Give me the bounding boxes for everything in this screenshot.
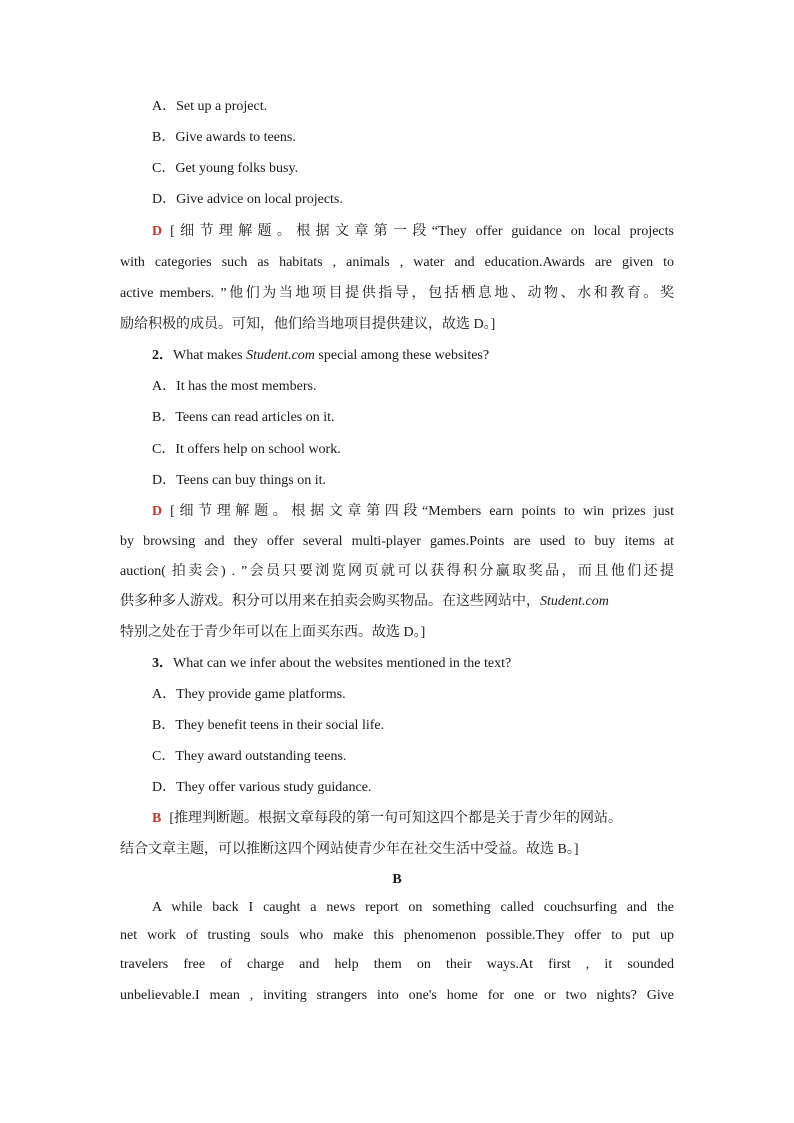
q2-explanation-line-5: 特别之处在于青少年可以在上面买东西。故选 D。]: [120, 625, 426, 640]
q2-answer-letter: D: [152, 504, 163, 519]
passage-b-line-1: A while back I caught a news report on something called couchsurfing and the: [152, 900, 674, 915]
q2-option-b: B．Teens can read articles on it.: [152, 410, 335, 425]
q2-explanation-line-1: D [细节理解题。根据文章第四段“Members earn points to win prizes just: [152, 504, 674, 519]
q2-option-c: C．It offers help on school work.: [152, 442, 341, 457]
q1-option-d: D．Give advice on local projects.: [152, 192, 343, 207]
q2-explanation-line-2: by browsing and they offer several multi-player games.Points are used to buy items at: [120, 534, 674, 549]
passage-b-line-4: unbelievable.I mean , inviting strangers into one's home for one or two nights? Give: [120, 988, 674, 1003]
passage-b-line-2: net work of trusting souls who make this phenomenon possible.They offer to put up: [120, 928, 674, 943]
q1-answer-letter: D: [152, 224, 163, 239]
q3-option-a: A．They provide game platforms.: [152, 687, 346, 702]
q3-explanation-line-2: 结合文章主题，可以推断这四个网站使青少年在社交生活中受益。故选 B。]: [120, 842, 579, 857]
q3-option-c: C．They award outstanding teens.: [152, 749, 347, 764]
q2-explanation-line-3: auction( 拍卖会) . ”会员只要浏览网页就可以获得积分赢取奖品，而且他们还提: [120, 564, 674, 579]
q2-stem: 2．What makes Student.com special among these websites?: [152, 348, 490, 363]
q3-option-d: D．They offer various study guidance.: [152, 780, 372, 795]
q1-option-b: B．Give awards to teens.: [152, 130, 296, 145]
q1-option-c: C．Get young folks busy.: [152, 161, 299, 176]
q1-explanation-line-2: with categories such as habitats , animals , water and education.Awards are given to: [120, 255, 674, 270]
passage-b-line-3: travelers free of charge and help them on their ways.At first , it sounded: [120, 957, 674, 972]
q3-stem: 3．What can we infer about the websites mentioned in the text?: [152, 656, 512, 671]
section-b-heading: B: [392, 872, 402, 887]
q1-explanation-line-1: D [细节理解题。根据文章第一段“They offer guidance on local projects: [152, 224, 674, 239]
q3-answer-letter: B: [152, 811, 162, 826]
q2-option-a: A．It has the most members.: [152, 379, 317, 394]
q3-option-b: B．They benefit teens in their social life.: [152, 718, 385, 733]
q3-explanation-line-1: B [推理判断题。根据文章每段的第一句可知这四个都是关于青少年的网站。: [152, 811, 623, 826]
q1-option-a: A．Set up a project.: [152, 99, 268, 114]
q1-explanation-line-3: active members. ”他们为当地项目提供指导，包括栖息地、动物、水和教育。奖: [120, 286, 674, 301]
q2-option-d: D．Teens can buy things on it.: [152, 473, 326, 488]
q2-explanation-line-4: 供多种多人游戏。积分可以用来在拍卖会购买物品。在这些网站中，Student.com: [120, 594, 609, 609]
q1-explanation-line-4: 励给积极的成员。可知，他们给当地项目提供建议，故选 D。]: [120, 317, 496, 332]
